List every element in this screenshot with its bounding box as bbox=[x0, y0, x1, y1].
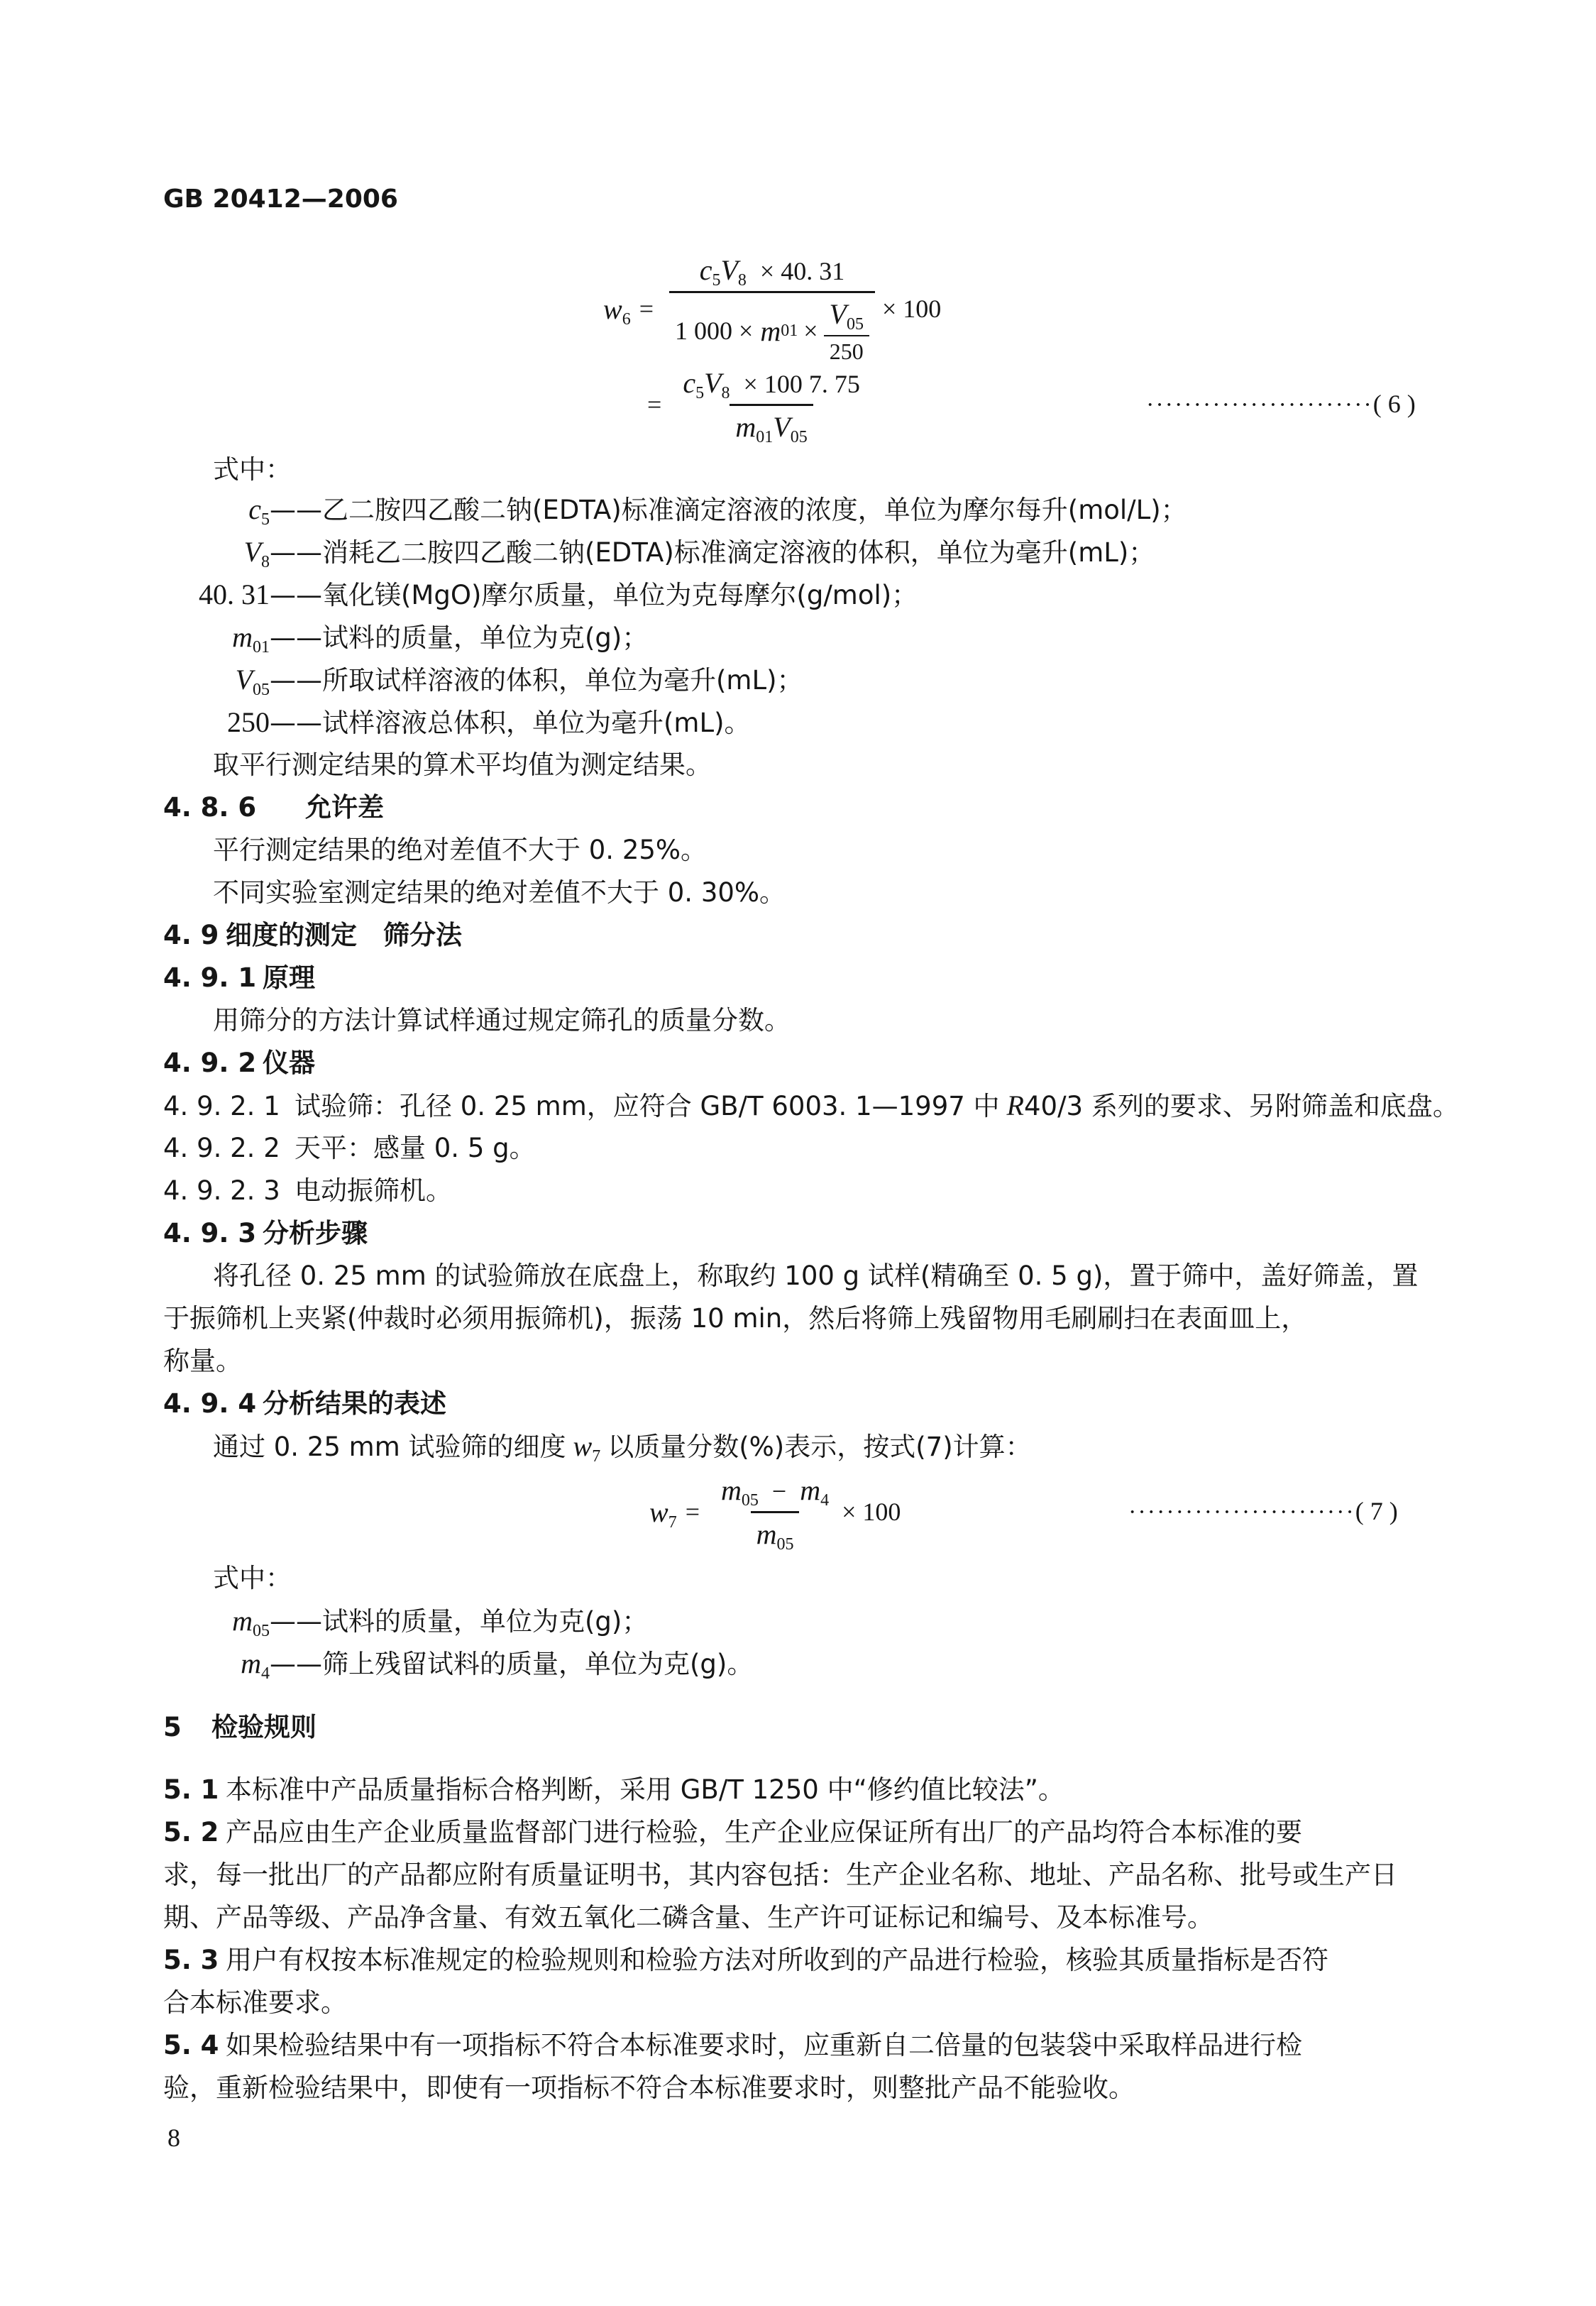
subscript: 5 bbox=[695, 383, 705, 402]
symbol-base: w bbox=[573, 1430, 593, 1462]
definition-symbol bbox=[163, 704, 270, 741]
clause-title: 仪器 bbox=[263, 1048, 315, 1078]
clause-number: 5. 1 bbox=[163, 1774, 219, 1805]
subscript: 05 bbox=[790, 427, 808, 446]
fraction-2-numerator bbox=[677, 366, 866, 404]
formula-6-line-2 bbox=[639, 366, 873, 446]
clause-5-3-line-1 bbox=[163, 1942, 1328, 1979]
formula-6-leader: ························( 6 ) bbox=[1146, 390, 1416, 418]
clause-number: 4. 9. 4 bbox=[163, 1388, 257, 1419]
clause-title: 分析步骤 bbox=[263, 1218, 368, 1248]
equals-sign: = bbox=[647, 390, 662, 419]
formula-7-fraction bbox=[715, 1473, 835, 1554]
where-label-2: 式中： bbox=[213, 1563, 292, 1593]
symbol-subscript: 05 bbox=[253, 1622, 270, 1640]
equation-number-7: ( 7 ) bbox=[1355, 1497, 1398, 1525]
numerator-rest: × 100 7. 75 bbox=[743, 369, 860, 398]
intro-text: 通过 0. 25 mm 试验筛的细度 bbox=[213, 1432, 566, 1462]
symbol-m: m bbox=[760, 314, 781, 347]
equation-number-6: ( 6 ) bbox=[1372, 390, 1416, 418]
clause-5-2-line-1 bbox=[163, 1814, 1302, 1851]
fraction-1-denominator: 1 000 × m 01 × $\frac{V_{05}}{250}$ bbox=[669, 291, 875, 365]
procedure-line-2: 于振筛机上夹紧(仲裁时必须用振筛机)，振荡 10 min，然后将筛上残留物用毛刷刷扫在表面皿上， bbox=[163, 1303, 1308, 1334]
symbol-base: V bbox=[243, 536, 261, 568]
clause-number: 4. 9. 2. 1 bbox=[163, 1091, 280, 1121]
definition-m05 bbox=[163, 1603, 648, 1640]
symbol-subscript: 5 bbox=[261, 510, 270, 529]
symbol-base: m bbox=[232, 621, 253, 653]
clause-title: 允许差 bbox=[305, 792, 384, 823]
formula-7-leader: ························( 7 ) bbox=[1128, 1497, 1398, 1525]
clause-number: 5. 2 bbox=[163, 1817, 219, 1847]
averaging-note: 取平行测定结果的算术平均值为测定结果。 bbox=[213, 750, 712, 780]
symbol-base: m bbox=[232, 1605, 253, 1637]
definition-40-31 bbox=[163, 576, 918, 614]
clause-4-9-2-3 bbox=[163, 1173, 452, 1209]
definition-symbol bbox=[163, 619, 270, 656]
numerator-rest: × 40. 31 bbox=[759, 256, 845, 285]
clause-number: 4. 9. 2. 2 bbox=[163, 1133, 280, 1163]
denominator-prefix: 1 000 × bbox=[675, 317, 754, 345]
definition-text: ——氧化镁(MgO)摩尔质量，单位为克每摩尔(g/mol)； bbox=[270, 580, 918, 610]
symbol-m: m bbox=[735, 410, 756, 443]
formula-6-multiplier: × 100 bbox=[881, 295, 942, 323]
symbol-base: V bbox=[235, 664, 253, 696]
clause-5-2-line-3: 期、产品等级、产品净含量、有效五氧化二磷含量、生产许可证标记和编号、及本标准号。 bbox=[163, 1902, 1213, 1933]
clause-5-2-line-2: 求，每一批出厂的产品都应附有质量证明书，其内容包括：生产企业名称、地址、产品名称、批号或生产日 bbox=[163, 1860, 1397, 1890]
clause-5-3-line-2: 合本标准要求。 bbox=[163, 1987, 347, 2018]
formula-7-numerator bbox=[715, 1473, 835, 1511]
symbol-m: m bbox=[721, 1473, 742, 1506]
clause-4-9-3-heading bbox=[163, 1215, 368, 1252]
symbol-subscript: 01 bbox=[253, 638, 270, 657]
balance-spec: 天平：感量 0. 5 g。 bbox=[295, 1133, 536, 1163]
definition-v8 bbox=[163, 534, 1155, 571]
symbol-v: V bbox=[704, 366, 722, 399]
clause-4-9-heading bbox=[163, 917, 462, 954]
symbol-base: 40. 31 bbox=[199, 578, 270, 610]
section-5-heading bbox=[163, 1709, 317, 1746]
symbol-v: V bbox=[829, 297, 847, 330]
definition-text: ——试样溶液总体积，单位为毫升(mL)。 bbox=[270, 708, 751, 738]
where-label: 式中： bbox=[213, 454, 292, 485]
clause-4-9-1-heading bbox=[163, 960, 315, 996]
clause-5-1-text: 本标准中产品质量指标合格判断，采用 GB/T 1250 中“修约值比较法”。 bbox=[226, 1774, 1064, 1805]
shaker-spec: 电动振筛机。 bbox=[295, 1175, 452, 1206]
clause-title: 细度的测定 筛分法 bbox=[226, 920, 462, 950]
symbol-subscript: 05 bbox=[253, 681, 270, 699]
clause-number: 4. 9. 2. 3 bbox=[163, 1175, 280, 1206]
symbol-v: V bbox=[773, 410, 791, 443]
page-number: 8 bbox=[167, 2124, 180, 2152]
fineness-intro bbox=[213, 1428, 1032, 1466]
lhs-symbol: w bbox=[649, 1495, 668, 1528]
clause-number: 4. 9. 3 bbox=[163, 1218, 257, 1248]
symbol-c: c bbox=[699, 253, 712, 286]
clause-text: 产品应由生产企业质量监督部门进行检验，生产企业应保证所有出厂的产品均符合本标准的要 bbox=[226, 1817, 1302, 1847]
definition-text: ——乙二胺四乙酸二钠(EDTA)标准滴定溶液的浓度，单位为摩尔每升(mol/L)； bbox=[270, 495, 1187, 525]
clause-text: 如果检验结果中有一项指标不符合本标准要求时，应重新自二倍量的包装袋中采取样品进行检 bbox=[226, 2030, 1302, 2060]
formula-7-multiplier: × 100 bbox=[842, 1498, 901, 1526]
fraction-1-numerator bbox=[694, 253, 851, 291]
subscript: 05 bbox=[846, 314, 864, 334]
symbol-m: m bbox=[800, 1473, 821, 1506]
clause-number: 4. 8. 6 bbox=[163, 792, 257, 823]
subscript: 5 bbox=[712, 270, 721, 290]
equals-sign: = bbox=[639, 295, 654, 323]
subscript: 01 bbox=[756, 427, 774, 446]
definition-symbol bbox=[163, 491, 270, 528]
equals-sign: = bbox=[685, 1498, 700, 1526]
subscript: 8 bbox=[737, 270, 747, 290]
symbol-base: m bbox=[241, 1647, 261, 1679]
subscript: 4 bbox=[820, 1490, 830, 1510]
symbol-subscript: 7 bbox=[592, 1447, 601, 1466]
definition-symbol bbox=[163, 534, 270, 571]
fraction-2-denominator bbox=[730, 404, 813, 444]
definition-250 bbox=[163, 704, 751, 742]
definition-text: ——试料的质量，单位为克(g)； bbox=[270, 622, 649, 653]
intro-text-end: 以质量分数(%)表示，按式(7)计算： bbox=[607, 1432, 1032, 1462]
section-number: 5 bbox=[163, 1712, 182, 1742]
clause-4-9-2-heading bbox=[163, 1045, 315, 1082]
procedure-line-1: 将孔径 0. 25 mm 的试验筛放在底盘上，称取约 100 g 试样(精确至 0. 5 g)，置于筛中，盖好筛盖，置 bbox=[213, 1261, 1419, 1291]
symbol-subscript: 8 bbox=[261, 553, 270, 571]
symbol-v: V bbox=[720, 253, 738, 286]
definition-m01 bbox=[163, 619, 648, 657]
lhs-subscript: 7 bbox=[668, 1512, 677, 1532]
clause-5-4-line-1 bbox=[163, 2027, 1302, 2064]
clause-title: 分析结果的表述 bbox=[263, 1388, 446, 1419]
definition-text: ——筛上残留试料的质量，单位为克(g)。 bbox=[270, 1649, 754, 1679]
symbol-base: 250 bbox=[227, 706, 270, 738]
subscript: 05 bbox=[776, 1534, 794, 1554]
definition-symbol bbox=[163, 661, 270, 698]
clause-4-9-2-2 bbox=[163, 1130, 536, 1167]
clause-title: 原理 bbox=[263, 962, 315, 993]
formula-6-line-1 bbox=[603, 253, 942, 364]
symbol-m: m bbox=[756, 1517, 777, 1550]
clause-4-9-4-heading bbox=[163, 1385, 446, 1422]
symbol-base: c bbox=[248, 493, 261, 525]
nested-fraction bbox=[824, 297, 869, 365]
tolerance-different-labs: 不同实验室测定结果的绝对差值不大于 0. 30%。 bbox=[213, 877, 786, 908]
clause-number: 5. 4 bbox=[163, 2030, 219, 2060]
formula-6-fraction-2 bbox=[677, 366, 866, 444]
definition-m4 bbox=[163, 1645, 753, 1683]
fineness-symbol bbox=[573, 1430, 601, 1466]
principle-text: 用筛分的方法计算试样通过规定筛孔的质量分数。 bbox=[213, 1005, 791, 1036]
formula-7-lhs bbox=[649, 1495, 677, 1532]
sieve-spec-text-end: 40/3 系列的要求、另附筛盖和底盘。 bbox=[1023, 1091, 1459, 1121]
clause-4-9-2-1 bbox=[163, 1087, 1459, 1125]
clause-number: 4. 9. 1 bbox=[163, 962, 257, 993]
tolerance-same-lab: 平行测定结果的绝对差值不大于 0. 25%。 bbox=[213, 835, 708, 865]
definition-text: ——消耗乙二胺四乙酸二钠(EDTA)标准滴定溶液的体积，单位为毫升(mL)； bbox=[270, 537, 1155, 568]
symbol-subscript: 4 bbox=[261, 1664, 270, 1683]
definition-symbol bbox=[163, 576, 270, 613]
subscript: 05 bbox=[741, 1490, 759, 1510]
clause-number: 5. 3 bbox=[163, 1945, 219, 1975]
nested-denominator: 250 bbox=[824, 335, 869, 365]
section-title: 检验规则 bbox=[211, 1712, 317, 1742]
clause-number: 4. 9 bbox=[163, 920, 219, 950]
formula-7-denominator bbox=[751, 1511, 800, 1554]
definition-c5 bbox=[163, 491, 1187, 529]
symbol-c: c bbox=[683, 366, 696, 399]
lhs-symbol: w bbox=[603, 292, 622, 325]
clause-5-1 bbox=[163, 1772, 1064, 1808]
times-sign: × bbox=[803, 317, 818, 345]
definition-v05 bbox=[163, 661, 803, 699]
sieve-spec-text: 试验筛：孔径 0. 25 mm，应符合 GB/T 6003. 1—1997 中 bbox=[295, 1091, 1000, 1121]
formula-7 bbox=[649, 1473, 901, 1554]
lhs-subscript: 6 bbox=[622, 309, 631, 329]
definition-text: ——试料的质量，单位为克(g)； bbox=[270, 1606, 649, 1637]
definition-symbol bbox=[163, 1603, 270, 1640]
definition-text: ——所取试样溶液的体积，单位为毫升(mL)； bbox=[270, 665, 803, 696]
formula-6-fraction-1 bbox=[669, 253, 875, 365]
standard-number-header: GB 20412—2006 bbox=[163, 185, 398, 214]
clause-4-8-6-heading bbox=[163, 789, 384, 826]
clause-number: 4. 9. 2 bbox=[163, 1048, 257, 1078]
procedure-line-3: 称量。 bbox=[163, 1346, 242, 1376]
subscript: 8 bbox=[721, 383, 730, 402]
clause-text: 用户有权按本标准规定的检验规则和检验方法对所收到的产品进行检验，核验其质量指标是否符 bbox=[226, 1945, 1328, 1975]
clause-5-4-line-2: 验，重新检验结果中，即使有一项指标不符合本标准要求时，则整批产品不能验收。 bbox=[163, 2072, 1135, 2103]
minus-sign: − bbox=[771, 1476, 787, 1505]
formula-6-lhs bbox=[603, 292, 631, 329]
series-symbol: R bbox=[1006, 1089, 1024, 1121]
nested-numerator bbox=[824, 297, 869, 335]
definition-symbol bbox=[163, 1645, 270, 1682]
